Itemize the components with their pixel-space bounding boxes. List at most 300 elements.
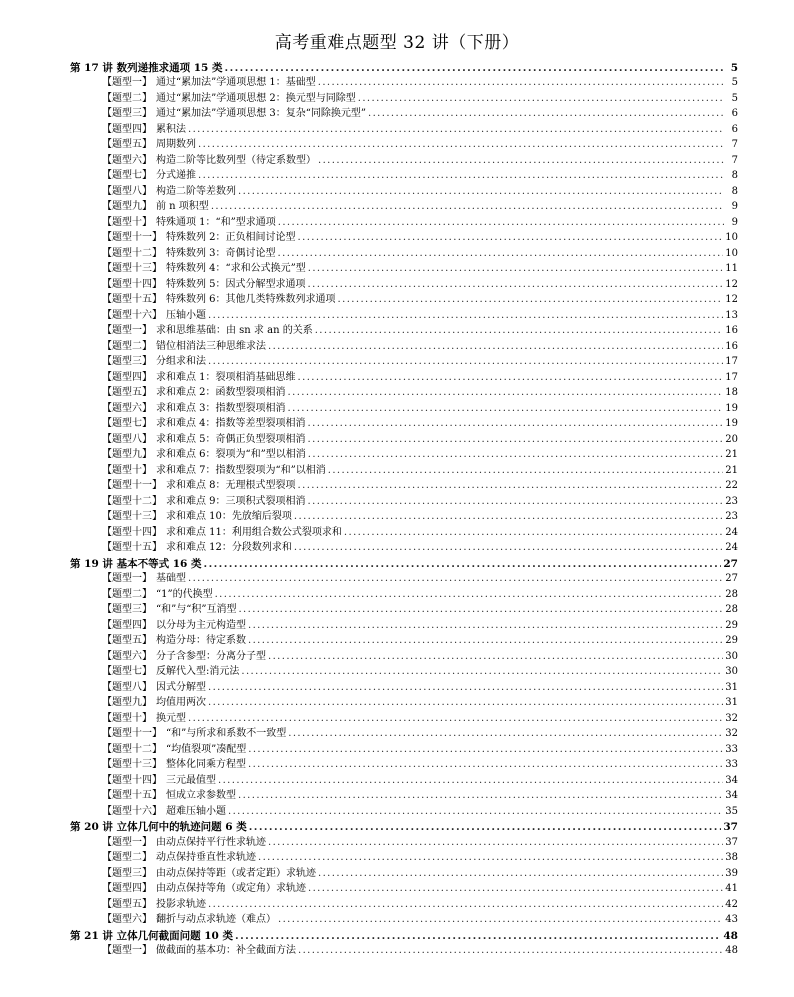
toc-entry-tag: 【题型三】 [102, 108, 152, 119]
toc-entry-text: “和”与所求和系数不一致型 [166, 728, 287, 739]
toc-entry-label [102, 759, 246, 771]
toc-page-number: 16 [725, 340, 738, 352]
toc-entry[interactable] [70, 864, 738, 880]
toc-entry-text: 恒成立求参数型 [166, 790, 236, 801]
toc-entry[interactable] [70, 291, 738, 307]
toc-entry-label [102, 682, 206, 694]
toc-entry[interactable] [70, 523, 738, 539]
toc-page-number: 30 [725, 650, 738, 662]
toc-page-number: 30 [725, 666, 738, 677]
toc-entry-tag: 【题型十四】 [102, 526, 162, 538]
toc-dot-leader [298, 372, 724, 384]
toc-dot-leader [248, 635, 723, 647]
toc-page-number: 31 [725, 697, 738, 708]
toc-entry-text: 通过“累加法”学通项思想 3：复杂“同除换元型” [156, 108, 366, 119]
toc-page-number: 18 [725, 387, 738, 398]
toc-entry-text: 求和思维基础：由 sn 求 an 的关系 [156, 325, 313, 336]
toc-entry-label [102, 77, 316, 89]
toc-entry-text: 基础型 [156, 573, 186, 584]
toc-entry-label [102, 93, 356, 105]
toc-entry[interactable] [70, 802, 738, 818]
toc-entry[interactable] [70, 322, 738, 338]
toc-entry-text: 求和难点 3：指数型裂项相消 [156, 402, 286, 414]
toc-entry-label [70, 930, 233, 942]
toc-entry[interactable] [70, 260, 738, 276]
toc-entry-tag: 【题型二】 [102, 588, 152, 600]
toc-entry-label [102, 868, 316, 880]
toc-entry-label [102, 325, 313, 337]
toc-entry-tag: 【题型九】 [102, 201, 152, 212]
toc-entry[interactable] [70, 663, 738, 679]
toc-entry-label [102, 914, 276, 926]
toc-entry-label [102, 806, 226, 818]
toc-entry-label [102, 449, 306, 461]
toc-entry[interactable] [70, 430, 738, 446]
toc-dot-leader [278, 217, 724, 229]
toc-page-number: 5 [731, 92, 738, 104]
toc-entry-text: 求和难点 12：分段数列求和 [166, 542, 292, 553]
toc-page-number: 7 [731, 154, 738, 166]
toc-entry[interactable] [70, 787, 738, 803]
toc-entry-tag: 【题型八】 [102, 433, 152, 445]
toc-entry-label [102, 697, 206, 709]
toc-page-number: 7 [731, 139, 738, 150]
toc-page-number: 43 [725, 914, 738, 925]
toc-entry-label [102, 573, 186, 585]
toc-page-number: 31 [725, 681, 738, 693]
toc-dot-leader [308, 418, 724, 430]
toc-entry[interactable] [70, 570, 738, 586]
toc-entry[interactable] [70, 771, 738, 787]
toc-entry-label [102, 387, 286, 399]
toc-entry-label [102, 403, 286, 415]
toc-page-number: 21 [725, 464, 738, 476]
toc-page-number: 29 [725, 619, 738, 631]
toc-entry-label [70, 558, 202, 570]
toc-entry[interactable] [70, 477, 738, 493]
toc-entry-label [102, 651, 266, 663]
toc-entry-tag: 【题型一】 [102, 945, 152, 956]
toc-entry[interactable] [70, 167, 738, 183]
toc-entry-text: 超难压轴小题 [166, 805, 226, 817]
toc-entry[interactable] [70, 492, 738, 508]
toc-entry-tag: 【题型十二】 [102, 495, 162, 507]
toc-entry-tag: 【题型四】 [102, 883, 152, 894]
toc-entry-label [102, 356, 206, 368]
toc-entry-label [102, 139, 196, 151]
toc-dot-leader [308, 883, 723, 895]
toc-entry-label [102, 496, 306, 508]
toc-entry-tag: 【题型十一】 [102, 728, 162, 739]
toc-dot-leader [308, 434, 724, 446]
toc-entry[interactable] [70, 384, 738, 400]
toc-entry-label [102, 744, 246, 756]
toc-entry-tag: 【题型二】 [102, 852, 152, 863]
toc-entry-text: 分组求和法 [156, 356, 206, 367]
toc-entry-tag: 【题型十二】 [102, 247, 162, 259]
toc-entry-label [102, 604, 236, 616]
toc-entry[interactable] [70, 756, 738, 772]
toc-entry-tag: 【题型二】 [102, 92, 152, 104]
toc-dot-leader [328, 465, 724, 477]
toc-dot-leader [198, 170, 724, 182]
toc-dot-leader [288, 387, 724, 399]
toc-entry[interactable] [70, 880, 738, 896]
toc-entry-tag: 【题型八】 [102, 185, 152, 197]
toc-entry-label [102, 589, 213, 601]
toc-entry[interactable] [70, 911, 738, 927]
toc-entry-tag: 【题型三】 [102, 867, 152, 879]
toc-page-number: 42 [725, 898, 738, 910]
toc-dot-leader [208, 310, 723, 322]
toc-entry-tag: 【题型六】 [102, 402, 152, 414]
toc-page-number: 21 [725, 449, 738, 460]
toc-page-number: 5 [730, 61, 738, 74]
toc-dot-leader [241, 666, 723, 678]
toc-entry[interactable] [70, 337, 738, 353]
toc-entry-tag: 【题型十一】 [102, 480, 162, 491]
toc-page-number: 24 [725, 542, 738, 553]
toc-entry-label [102, 263, 306, 275]
toc-dot-leader [188, 573, 723, 585]
toc-entry-text: 通过“累加法”学通项思想 2：换元型与同除型 [156, 92, 356, 104]
toc-entry-text: 翻折与动点求轨迹（难点） [156, 914, 276, 925]
toc-entry[interactable] [70, 198, 738, 214]
toc-dot-leader [315, 325, 724, 337]
toc-page-number: 27 [725, 573, 738, 584]
toc-entry-tag: 【题型六】 [102, 914, 152, 925]
toc-entry-tag: 【题型十二】 [102, 743, 162, 755]
toc-entry-text: 投影求轨迹 [156, 898, 206, 910]
toc-entry-tag: 【题型七】 [102, 418, 152, 429]
toc-dot-leader [294, 511, 723, 523]
toc-entry-text: 由动点保持平行性求轨迹 [156, 836, 266, 848]
toc-dot-leader [208, 682, 723, 694]
toc-entry-tag: 【题型三】 [102, 356, 152, 367]
toc-entry[interactable] [70, 136, 738, 152]
toc-entry-text: 以分母为主元构造型 [156, 619, 246, 631]
toc-page-number: 41 [725, 883, 738, 894]
toc-entry[interactable] [70, 632, 738, 648]
toc-entry[interactable] [70, 415, 738, 431]
toc-entry-label [102, 341, 266, 353]
toc-entry-label [102, 170, 196, 182]
toc-dot-leader [258, 852, 723, 864]
toc-entry[interactable] [70, 275, 738, 291]
toc-dot-leader [204, 558, 722, 570]
toc-entry-text: 做截面的基本功：补全截面方法 [156, 945, 296, 956]
toc-section-heading[interactable] [70, 818, 738, 834]
toc-entry-label [70, 62, 223, 74]
toc-dot-leader [338, 294, 724, 306]
toc-page-number: 28 [725, 604, 738, 615]
toc-entry-text: 求和难点 11：利用组合数公式裂项求和 [166, 526, 342, 538]
toc-entry-tag: 【题型一】 [102, 77, 152, 88]
toc-entry-label [102, 232, 296, 244]
toc-dot-leader [298, 480, 724, 492]
toc-entry-label [102, 837, 266, 849]
toc-page-number: 28 [725, 588, 738, 600]
toc-entry[interactable] [70, 601, 738, 617]
toc-dot-leader [198, 139, 724, 151]
toc-entry-text: 特殊数列 6：其他几类特殊数列求通项 [166, 294, 336, 305]
toc-entry-tag: 【题型十六】 [102, 309, 162, 321]
toc-dot-leader [215, 589, 724, 601]
toc-entry-text: 累积法 [156, 123, 186, 135]
toc-entry-label [102, 775, 216, 787]
toc-entry-tag: 【题型五】 [102, 139, 152, 150]
toc-entry[interactable] [70, 895, 738, 911]
toc-page-number: 38 [725, 852, 738, 863]
toc-entry-tag: 【题型一】 [102, 325, 152, 336]
toc-entry-text: 特殊数列 4：“求和公式换元”型 [166, 263, 306, 274]
toc-entry-label [102, 372, 296, 384]
toc-page-number: 39 [725, 867, 738, 879]
toc-dot-leader [208, 899, 723, 911]
toc-entry[interactable] [70, 725, 738, 741]
toc-entry[interactable] [70, 678, 738, 694]
toc-page-number: 37 [725, 836, 738, 848]
toc-dot-leader [344, 527, 723, 539]
toc-entry-text: 因式分解型 [156, 681, 206, 693]
toc-entry-text: 构造分母：待定系数 [156, 635, 246, 646]
toc-dot-leader [188, 713, 723, 725]
toc-dot-leader [208, 697, 723, 709]
toc-dot-leader [211, 201, 724, 213]
toc-entry[interactable] [70, 120, 738, 136]
toc-entry-tag: 【题型十三】 [102, 511, 162, 522]
toc-entry-label [102, 945, 296, 957]
toc-entry[interactable] [70, 849, 738, 865]
toc-entry-tag: 【题型十四】 [102, 774, 162, 786]
toc-dot-leader [268, 651, 723, 663]
toc-entry-text: 求和难点 10：先放缩后裂项 [166, 511, 292, 522]
toc-entry[interactable] [70, 89, 738, 105]
toc-page-number: 33 [725, 743, 738, 755]
toc-section-heading[interactable] [70, 926, 738, 942]
toc-entry-tag: 【题型五】 [102, 898, 152, 910]
toc-entry-text: 均值用两次 [156, 697, 206, 708]
toc-entry[interactable] [70, 694, 738, 710]
toc-dot-leader [308, 496, 724, 508]
toc-entry-text: 特殊数列 2：正负相间讨论型 [166, 232, 296, 243]
toc-entry-tag: 【题型四】 [102, 123, 152, 135]
toc-entry-tag: 【题型七】 [102, 666, 152, 677]
toc-entry-label [102, 201, 209, 213]
toc-entry[interactable] [70, 182, 738, 198]
toc-entry-tag: 【题型十】 [102, 464, 152, 476]
toc-entry-tag: 【题型十五】 [102, 790, 162, 801]
toc-entry[interactable] [70, 368, 738, 384]
toc-entry-tag: 【题型十】 [102, 216, 152, 228]
toc-entry-label [102, 542, 292, 554]
toc-page-number: 8 [731, 170, 738, 181]
toc-entry-text: 第 21 讲 立体几何截面问题 10 类 [70, 929, 234, 942]
toc-entry[interactable] [70, 833, 738, 849]
toc-dot-leader [218, 775, 723, 787]
toc-dot-leader [268, 341, 723, 353]
toc-entry-label [102, 108, 366, 120]
table-of-contents [70, 58, 738, 957]
toc-dot-leader [278, 914, 723, 926]
toc-dot-leader [368, 108, 724, 120]
toc-dot-leader [248, 744, 723, 756]
toc-page-number: 33 [725, 759, 738, 770]
toc-entry-tag: 【题型九】 [102, 697, 152, 708]
toc-entry-text: 由动点保持等角（或定角）求轨迹 [156, 883, 306, 894]
toc-page-number: 34 [725, 774, 738, 786]
toc-entry-text: 特殊数列 5：因式分解型求通项 [166, 278, 306, 290]
toc-page-number: 12 [725, 278, 738, 290]
toc-entry[interactable] [70, 942, 738, 958]
toc-page-number: 6 [731, 108, 738, 119]
toc-dot-leader [308, 263, 724, 275]
toc-entry[interactable] [70, 647, 738, 663]
toc-entry[interactable] [70, 74, 738, 90]
toc-page-number: 11 [725, 263, 738, 274]
toc-dot-leader [238, 186, 724, 198]
toc-page-number: 10 [725, 247, 738, 259]
toc-entry[interactable] [70, 461, 738, 477]
toc-entry-tag: 【题型三】 [102, 604, 152, 615]
toc-entry-label [102, 465, 326, 477]
toc-entry-label [102, 279, 306, 291]
toc-dot-leader [358, 93, 724, 105]
toc-dot-leader [188, 124, 724, 136]
toc-page-number: 23 [725, 511, 738, 522]
toc-page-number: 37 [723, 821, 738, 833]
toc-page-number: 17 [725, 371, 738, 383]
toc-entry-label [70, 821, 247, 833]
toc-dot-leader [249, 821, 722, 833]
toc-entry[interactable] [70, 446, 738, 462]
toc-entry-text: 特殊数列 3：奇偶讨论型 [166, 247, 276, 259]
toc-entry-label [102, 713, 186, 725]
toc-dot-leader [225, 62, 724, 74]
toc-dot-leader [248, 620, 723, 632]
toc-entry-text: 求和难点 9：三项积式裂项相消 [166, 495, 306, 507]
toc-entry-tag: 【题型六】 [102, 650, 152, 662]
toc-page-number: 12 [725, 294, 738, 305]
toc-entry[interactable] [70, 616, 738, 632]
toc-section-heading[interactable] [70, 58, 738, 74]
toc-entry-label [102, 899, 206, 911]
toc-entry-tag: 【题型七】 [102, 170, 152, 181]
toc-page-number: 13 [725, 309, 738, 321]
toc-entry-tag: 【题型十六】 [102, 805, 162, 817]
toc-entry-text: 错位相消法三种思维求法 [156, 340, 266, 352]
toc-entry[interactable] [70, 740, 738, 756]
toc-entry-tag: 【题型五】 [102, 635, 152, 646]
toc-entry-text: 第 19 讲 基本不等式 16 类 [70, 557, 202, 570]
toc-dot-leader [238, 604, 723, 616]
toc-dot-leader [298, 232, 724, 244]
toc-page-number: 24 [725, 526, 738, 538]
toc-dot-leader [235, 930, 721, 942]
toc-page-number: 27 [723, 557, 738, 570]
toc-entry-text: 由动点保持等距（或者定距）求轨迹 [156, 867, 316, 879]
toc-entry-tag: 【题型二】 [102, 340, 152, 352]
toc-entry-tag: 【题型四】 [102, 619, 152, 631]
toc-page-number: 22 [725, 480, 738, 491]
toc-page-number: 16 [725, 325, 738, 336]
toc-entry-text: 求和难点 8：无理根式型裂项 [166, 480, 296, 491]
toc-entry[interactable] [70, 709, 738, 725]
toc-entry-label [102, 511, 292, 523]
toc-entry-tag: 【题型六】 [102, 154, 152, 166]
toc-entry[interactable] [70, 213, 738, 229]
toc-entry-label [102, 728, 286, 740]
toc-entry-tag: 【题型一】 [102, 836, 152, 848]
toc-dot-leader [318, 155, 724, 167]
toc-entry[interactable] [70, 306, 738, 322]
toc-entry-text: 求和难点 6：裂项为“和”型以相消 [156, 449, 306, 460]
toc-entry[interactable] [70, 229, 738, 245]
toc-entry-label [102, 310, 206, 322]
toc-entry-text: 求和难点 7：指数型裂项为“和”以相消 [156, 464, 326, 476]
toc-entry-text: 周期数列 [156, 139, 196, 150]
toc-page-number: 6 [731, 123, 738, 135]
toc-section-heading[interactable] [70, 554, 738, 570]
toc-entry[interactable] [70, 399, 738, 415]
toc-entry-tag: 【题型一】 [102, 573, 152, 584]
toc-entry-label [102, 883, 306, 895]
toc-entry-label [102, 790, 236, 802]
toc-dot-leader [238, 790, 723, 802]
toc-entry[interactable] [70, 353, 738, 369]
toc-dot-leader [248, 759, 723, 771]
toc-entry[interactable] [70, 508, 738, 524]
toc-dot-leader [318, 868, 723, 880]
toc-entry-text: 特殊通项 1：“和”型求通项 [156, 216, 276, 228]
toc-entry-label [102, 527, 342, 539]
toc-entry-text: 反解代入型:消元法 [156, 666, 240, 677]
toc-entry-text: 求和难点 5：奇偶正负型裂项相消 [156, 433, 306, 445]
toc-dot-leader [278, 248, 724, 260]
toc-entry[interactable] [70, 151, 738, 167]
toc-entry-label [102, 434, 306, 446]
document-title: 高考重难点题型 32 讲（下册） [274, 33, 520, 53]
toc-page-number: 48 [723, 929, 738, 942]
toc-page-number: 29 [725, 635, 738, 646]
toc-entry-label [102, 635, 246, 647]
toc-entry[interactable] [70, 539, 738, 555]
toc-dot-leader [288, 403, 724, 415]
toc-entry[interactable] [70, 585, 738, 601]
toc-entry-text: 求和难点 4：指数等差型裂项相消 [156, 418, 306, 429]
toc-dot-leader [228, 806, 723, 818]
toc-page-number: 34 [725, 790, 738, 801]
toc-page-number: 17 [725, 356, 738, 367]
toc-entry-tag: 【题型四】 [102, 371, 152, 383]
toc-entry-text: “和”与“积”互消型 [156, 604, 237, 615]
toc-entry-label [102, 418, 306, 430]
toc-entry-tag: 【题型十五】 [102, 542, 162, 553]
toc-entry-text: 构造二阶等差数列 [156, 185, 236, 197]
toc-entry[interactable] [70, 105, 738, 121]
toc-page-number: 20 [725, 433, 738, 445]
toc-page-number: 23 [725, 495, 738, 507]
toc-entry-text: 通过“累加法”学通项思想 1：基础型 [156, 77, 316, 88]
toc-entry-text: 动点保持垂直性求轨迹 [156, 852, 256, 863]
toc-entry-text: 分子含参型：分离分子型 [156, 650, 266, 662]
toc-dot-leader [308, 449, 724, 461]
toc-entry-label [102, 217, 276, 229]
toc-dot-leader [268, 837, 723, 849]
toc-page-number: 32 [725, 728, 738, 739]
toc-entry[interactable] [70, 244, 738, 260]
toc-entry-text: 整体化同乘方程型 [166, 759, 246, 770]
